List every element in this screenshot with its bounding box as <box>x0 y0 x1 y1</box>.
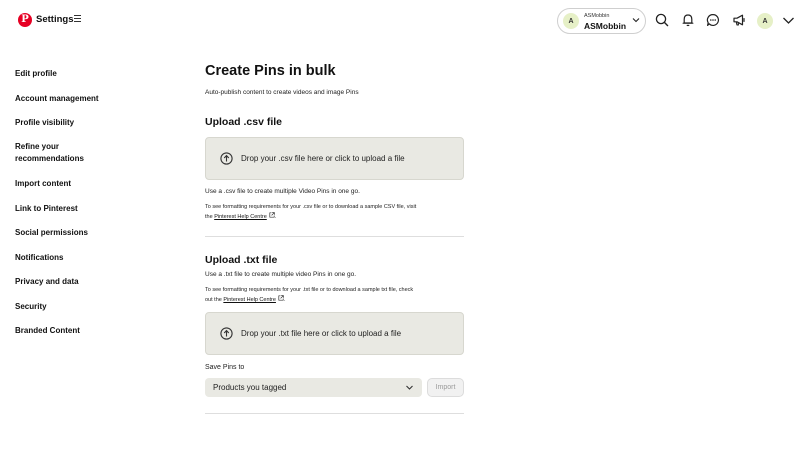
search-icon[interactable] <box>655 13 669 27</box>
csv-help-text: To see formatting requirements for your .csv file or to download a sample CSV file, visit the Pinterest Help Centre . <box>205 204 417 220</box>
csv-help-centre-link[interactable]: Pinterest Help Centre <box>214 214 267 220</box>
pinterest-logo-icon[interactable] <box>18 13 32 27</box>
sidebar-item-import-content[interactable]: Import content <box>15 179 71 188</box>
save-pins-selected-value: Products you tagged <box>213 383 287 392</box>
section-divider <box>205 236 464 237</box>
csv-description: Use a .csv file to create multiple Video Pins in one go. <box>205 188 360 195</box>
txt-help-centre-link[interactable]: Pinterest Help Centre <box>223 297 276 303</box>
txt-dropzone[interactable] <box>205 312 464 355</box>
page-subtitle: Auto-publish content to create videos and image Pins <box>205 89 359 96</box>
save-pins-select[interactable] <box>205 378 422 397</box>
txt-help-text: To see formatting requirements for your .txt file or to download a sample txt file, check out the Pinterest Help Centre . <box>205 287 414 303</box>
sidebar-item-social-permissions[interactable]: Social permissions <box>15 228 88 237</box>
page-title-settings: Settings <box>36 14 74 25</box>
chevron-down-icon[interactable] <box>782 15 795 26</box>
page-heading: Create Pins in bulk <box>205 63 336 79</box>
chevron-down-icon <box>631 15 641 25</box>
sidebar-item-notifications[interactable]: Notifications <box>15 253 64 262</box>
sidebar-item-security[interactable]: Security <box>15 302 47 311</box>
updates-megaphone-icon[interactable] <box>732 13 746 27</box>
sidebar-item-refine-recommendations[interactable]: Refine your recommendations <box>15 142 84 163</box>
sidebar-item-branded-content[interactable]: Branded Content <box>15 326 80 335</box>
account-username-small: ASMobbin <box>584 13 610 19</box>
avatar: A <box>563 13 579 29</box>
top-header <box>0 0 800 42</box>
txt-dropzone-label: Drop your .txt file here or click to upload a file <box>241 329 402 338</box>
messages-icon[interactable] <box>706 13 720 27</box>
sidebar-item-account-management[interactable]: Account management <box>15 94 99 103</box>
upload-arrow-icon <box>220 327 233 340</box>
section-divider <box>205 413 464 414</box>
csv-dropzone-label: Drop your .csv file here or click to upload a file <box>241 154 405 163</box>
menu-icon[interactable] <box>74 15 81 22</box>
txt-help-prefix: out the <box>205 297 224 303</box>
sidebar-item-link-to-pinterest[interactable]: Link to Pinterest <box>15 204 78 213</box>
import-button[interactable]: Import <box>427 378 464 397</box>
logo-letter: P <box>21 14 29 25</box>
upload-arrow-icon <box>220 152 233 165</box>
csv-dropzone[interactable] <box>205 137 464 180</box>
account-switcher-button[interactable] <box>557 8 646 34</box>
csv-help-prefix: the <box>205 214 215 220</box>
csv-help-line1: To see formatting requirements for your .csv file or to download a sample CSV file, visit <box>205 204 417 210</box>
sidebar-item-edit-profile[interactable]: Edit profile <box>15 69 57 78</box>
txt-description: Use a .txt file to create multiple video Pins in one go. <box>205 271 357 278</box>
notifications-bell-icon[interactable] <box>681 13 695 27</box>
txt-help-line1: To see formatting requirements for your .txt file or to download a sample txt file, check <box>205 287 414 293</box>
avatar[interactable]: A <box>757 13 773 29</box>
sidebar-item-privacy-and-data[interactable]: Privacy and data <box>15 277 79 286</box>
save-pins-label: Save Pins to <box>205 364 245 371</box>
csv-section-title: Upload .csv file <box>205 116 283 128</box>
account-username: ASMobbin <box>584 21 627 31</box>
txt-section-title: Upload .txt file <box>205 254 278 266</box>
chevron-down-icon <box>405 383 414 392</box>
sidebar-item-profile-visibility[interactable]: Profile visibility <box>15 118 75 127</box>
